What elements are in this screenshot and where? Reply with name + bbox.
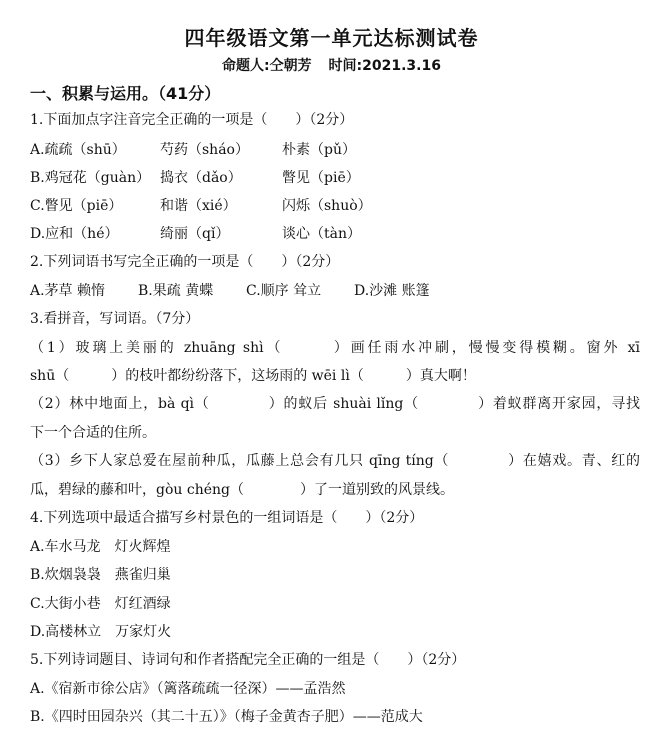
question-5-option-b: B.《四时田园杂兴（其二十五）》（梅子金黄杏子肥）——范成大 (30, 709, 423, 725)
question-3-stem: 3.看拼音，写词语。（7分） (30, 311, 200, 327)
exam-title: 四年级语文第一单元达标测试卷 (184, 26, 479, 50)
section-heading: 一、积累与运用。（41分） (30, 84, 221, 103)
question-2-options (30, 281, 640, 301)
question-3-line: shū（ ）的枝叶都纷纷落下，这场雨的 wēi lì（ ）真大啊！ (30, 368, 476, 384)
option-item: 绮丽（qǐ） (160, 226, 230, 242)
question-4-option-b: B.炊烟袅袅 燕雀归巢 (30, 567, 171, 583)
exam-meta (0, 55, 663, 75)
option-item: 芍药（sháo） (160, 142, 249, 158)
question-4-option-c: C.大街小巷 灯红酒绿 (30, 596, 171, 612)
option-item: 谈心（tàn） (282, 226, 361, 242)
question-4-option-d: D.高楼林立 万家灯火 (30, 624, 172, 640)
question-4-stem: 4.下列选项中最适合描写乡村景色的一组词语是（ ）（2分） (30, 510, 424, 526)
question-1-option-c (30, 196, 640, 216)
option-item: B.果疏 黄蝶 (138, 283, 214, 299)
question-3-line: 瓜，碧绿的藤和叶，gòu chéng（ ）了一道别致的风景线。 (30, 482, 454, 498)
option-item: 闪烁（shuò） (282, 198, 372, 214)
option-item: D.应和（hé） (30, 226, 119, 242)
option-item: D.沙滩 账篷 (354, 283, 430, 299)
question-4-option-a: A.车水马龙 灯火辉煌 (30, 539, 171, 555)
option-item: 捣衣（dǎo） (160, 170, 242, 186)
option-item: A.茅草 赖惰 (30, 283, 106, 299)
date-label: 时间:2021.3.16 (328, 58, 441, 74)
option-item: 和谐（xié） (160, 198, 237, 214)
option-item: B.鸡冠花（guàn） (30, 170, 151, 186)
question-1-option-d (30, 224, 640, 244)
question-3-line: （2）林中地面上，bà qì（ ）的蚁后 shuài lǐng（ ）着蚁群离开家园，寻找 (30, 396, 640, 412)
question-2-stem: 2.下列词语书写完全正确的一项是（ ）（2分） (30, 254, 340, 270)
question-1-stem: 1.下面加点字注音完全正确的一项是（ ）（2分） (30, 112, 354, 128)
option-item: A.疏疏（shū） (30, 142, 126, 158)
question-1-option-a (30, 140, 640, 160)
option-item: 朴素（pǔ） (282, 142, 356, 158)
question-1-option-b (30, 168, 640, 188)
question-3-line: （3）乡下人家总爱在屋前种瓜，瓜藤上总会有几只 qīng tíng（ ）在嬉戏。青、红的 (30, 453, 640, 469)
question-5-stem: 5.下列诗词题目、诗词句和作者搭配完全正确的一组是（ ）（2分） (30, 652, 466, 668)
option-item: C.瞥见（piē） (30, 198, 123, 214)
option-item: C.顺序 耸立 (246, 283, 322, 299)
question-3-line: （1）玻璃上美丽的 zhuāng shì（ ）画任雨水冲刷，慢慢变得模糊。窗外 xī (30, 340, 640, 356)
option-item: 瞥见（piē） (282, 170, 360, 186)
question-3-line: 下一个合适的住所。 (30, 425, 156, 441)
question-5-option-a: A.《宿新市徐公店》（篱落疏疏一径深）——孟浩然 (30, 681, 346, 697)
author-label: 命题人:仝朝芳 (222, 58, 312, 74)
